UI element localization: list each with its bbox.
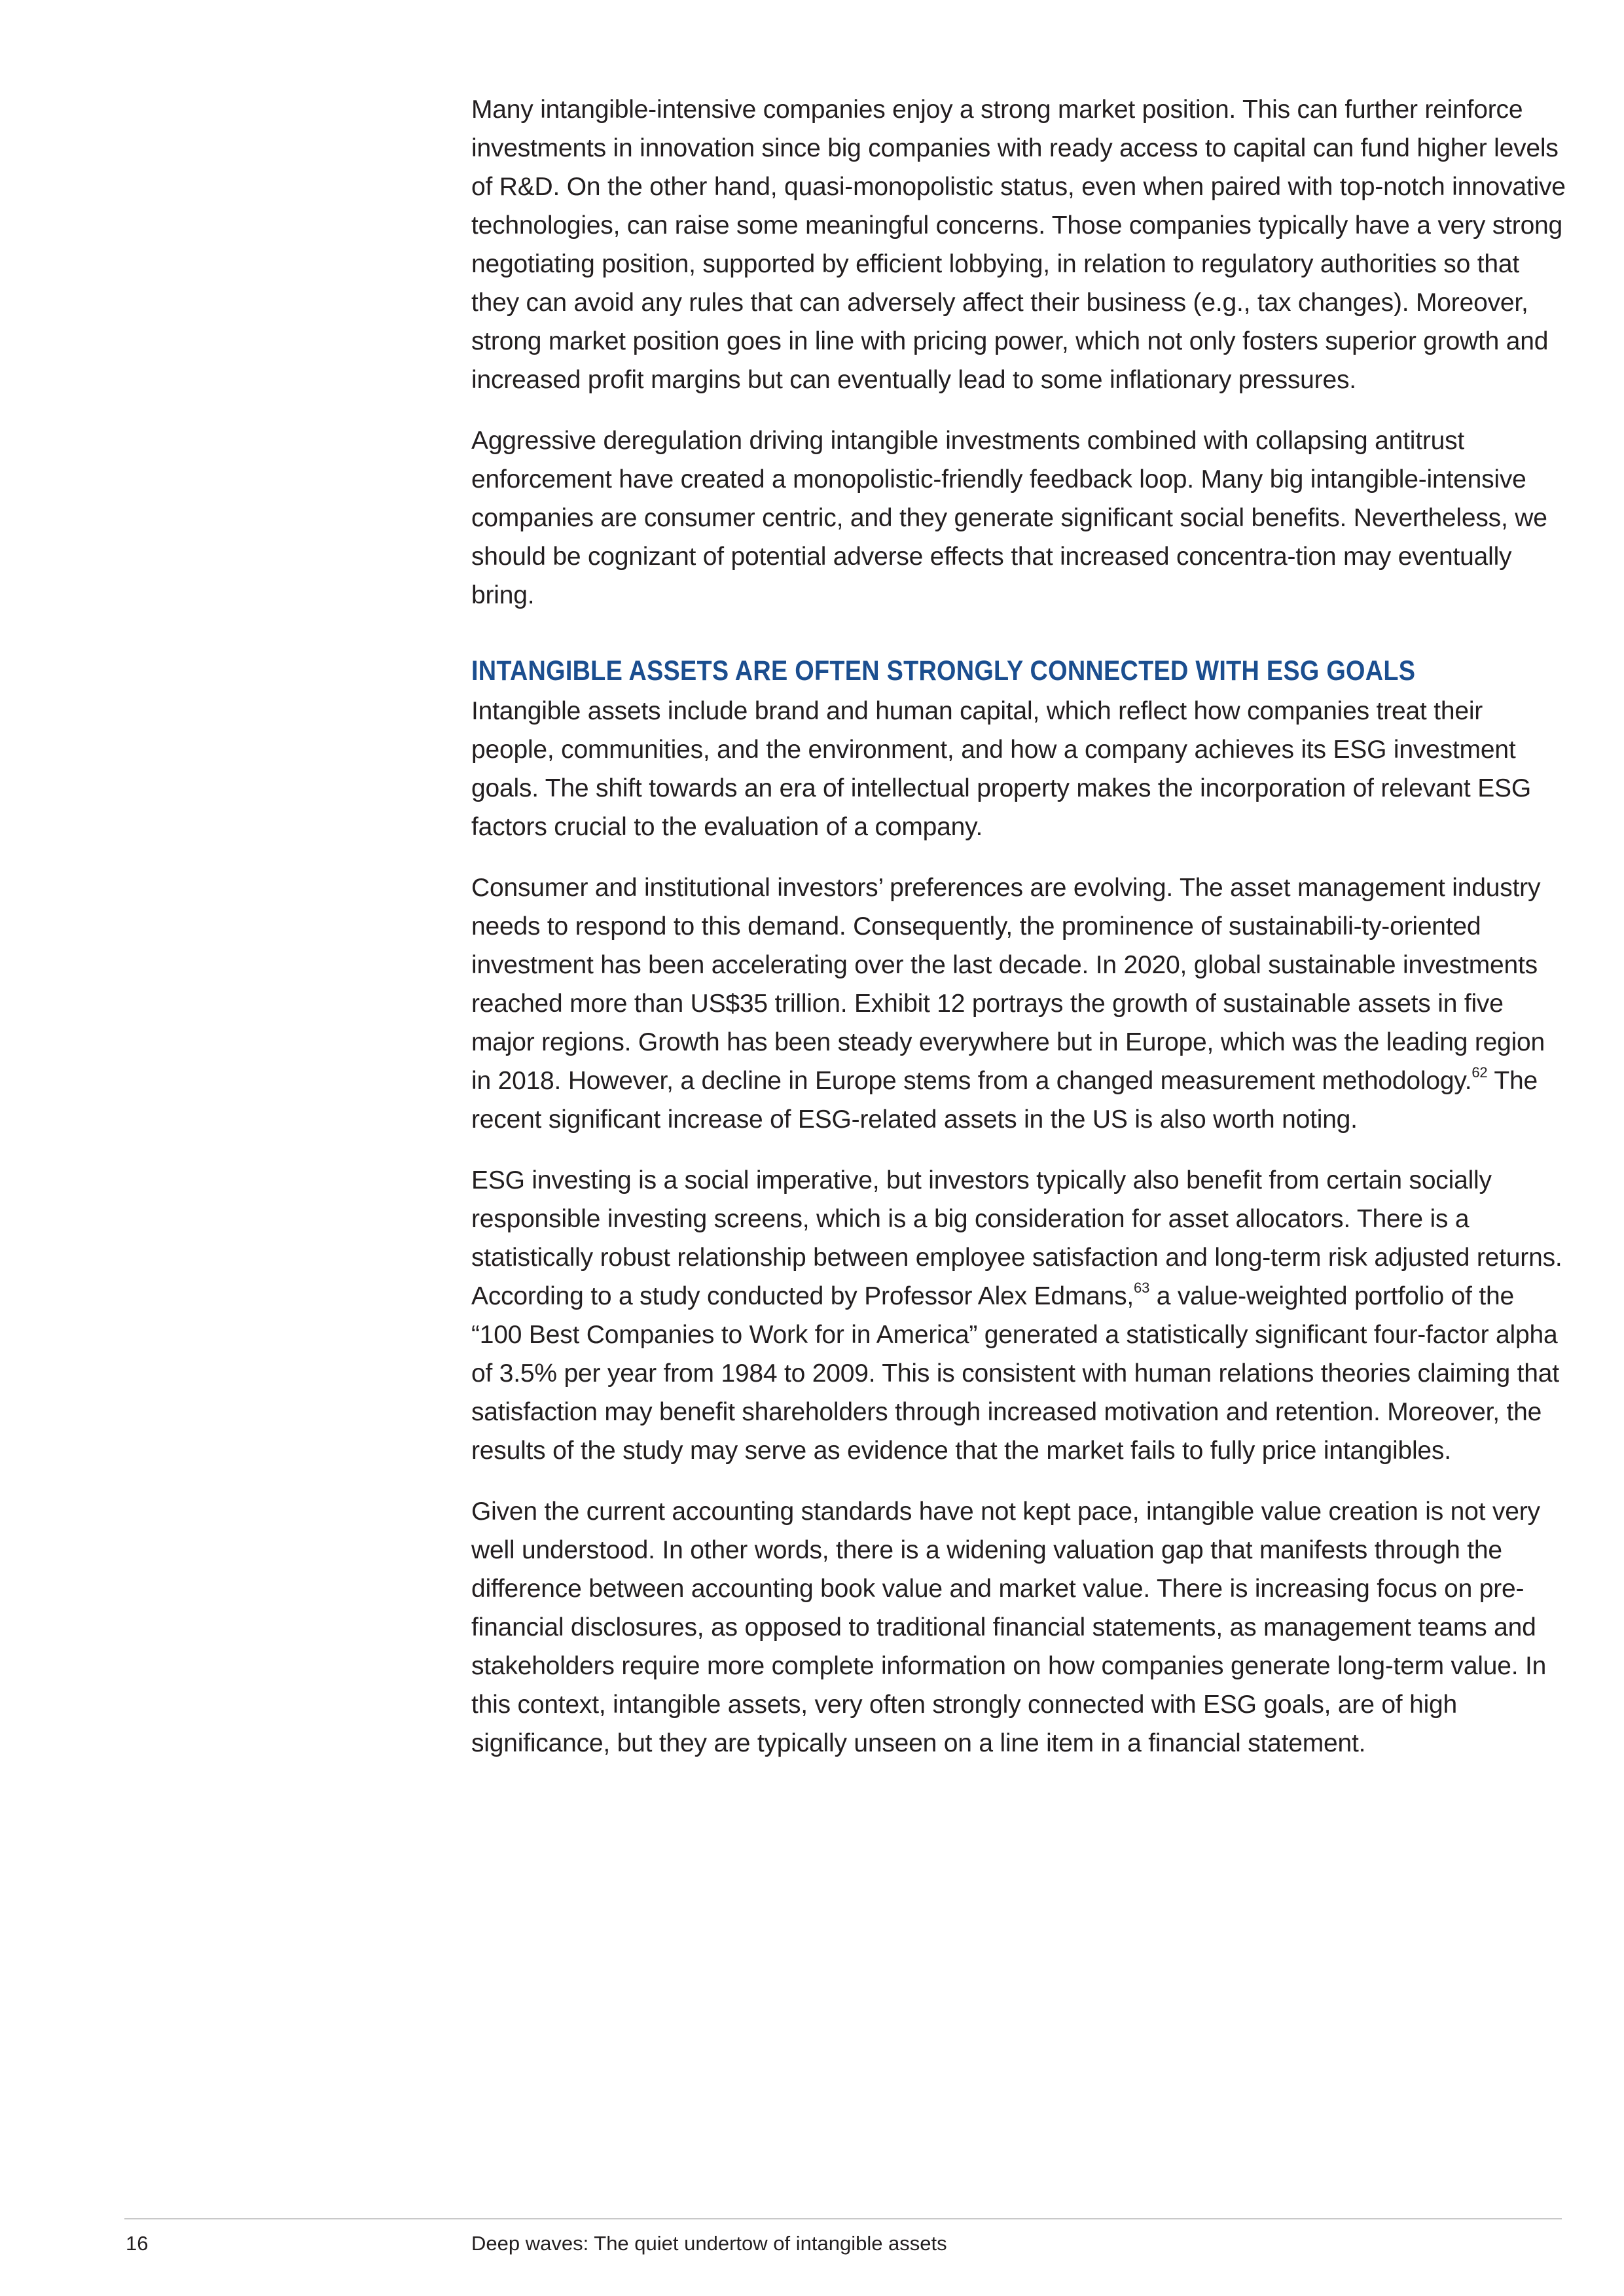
paragraph-text: Consumer and institutional investors’ preferences are evolving. The asset management industry needs to respond to this demand. Consequently, the prominence of sustainabili-ty-oriented investment has been accelerating over the last decade. In 2020, global sustainable investments reached more than US$35 trillion. Exhibit 12 portrays the growth of sustainable assets in five major regions. Growth has been steady everywhere but in Europe, which was the leading region in 2018. However, a decline in Europe stems from a changed measurement methodology. [471, 874, 1545, 1095]
paragraph-accounting-standards: Given the current accounting standards have not kept pace, intangible value creation is not very well understood. In other words, there is a widening valuation gap that manifests through the difference between accounting book value and market value. There is increasing focus on pre-financial disclosures, as opposed to traditional financial statements, as management teams and stakeholders require more complete information on how companies generate long-term value. In this context, intangible assets, very often strongly connected with ESG goals, are of high significance, but they are typically unseen on a line item in a financial statement. [471, 1498, 1547, 1757]
footer-divider [124, 2218, 1562, 2219]
paragraph-investor-preferences [471, 869, 1571, 1139]
paragraph-deregulation: Aggressive deregulation driving intangible investments combined with collapsing antitrust enforcement have created a monopolistic-friendly feedback loop. Many big intangible-intensive companies are consumer centric, and they generate significant social benefits. Nevertheless, we should be cognizant of potential adverse effects that increased concentra-tion may eventually bring. [471, 427, 1547, 609]
paragraph-market-position: Many intangible-intensive companies enjoy a strong market position. This can further reinforce investments in innovation since big companies with ready access to capital can fund higher levels of R&D. On the other hand, quasi-monopolistic status, even when paired with top-notch innovative technologies, can raise some meaningful concerns. Those companies typically have a very strong negotiating position, supported by efficient lobbying, in relation to regulatory authorities so that they can avoid any rules that can adversely affect their business (e.g., tax changes). Moreover, strong market position goes in line with pricing power, which not only fosters superior growth and increased profit margins but can eventually lead to some inflationary pressures. [471, 96, 1566, 394]
section-heading-esg: INTANGIBLE ASSETS ARE OFTEN STRONGLY CONNECTED WITH ESG GOALS [471, 655, 1416, 687]
paragraph-text: ESG investing is a social imperative, but investors typically also benefit from certain socially responsible investing screens, which is a big consideration for asset allocators. There is a statistically robust relationship between employee satisfaction and long-term risk adjusted returns. According to a study conducted by Professor Alex Edmans, [471, 1166, 1562, 1310]
footnote-ref-62: 62 [1471, 1064, 1488, 1081]
paragraph-text: The recent significant increase of ESG-related assets in the US is also worth noting. [471, 1067, 1538, 1134]
main-content [471, 90, 1571, 1785]
paragraph-text: a value-weighted portfolio of the “100 Best Companies to Work for in America” generated a statistically significant four-factor alpha of 3.5% per year from 1984 to 2009. This is consistent with human relations theories claiming that satisfaction may benefit shareholders through increased motivation and retention. Moreover, the results of the study may serve as evidence that the market fails to fully price intangibles. [471, 1282, 1559, 1465]
page-number: 16 [126, 2232, 149, 2255]
paragraph-intangible-assets: Intangible assets include brand and human capital, which reflect how companies treat their people, communities, and the environment, and how a company achieves its ESG investment goals. The shift towards an era of intellectual property makes the incorporation of relevant ESG factors crucial to the evaluation of a company. [471, 697, 1531, 841]
paragraph-esg-investing [471, 1161, 1571, 1470]
footnote-ref-63: 63 [1134, 1280, 1150, 1296]
running-title: Deep waves: The quiet undertow of intangible assets [471, 2232, 947, 2255]
